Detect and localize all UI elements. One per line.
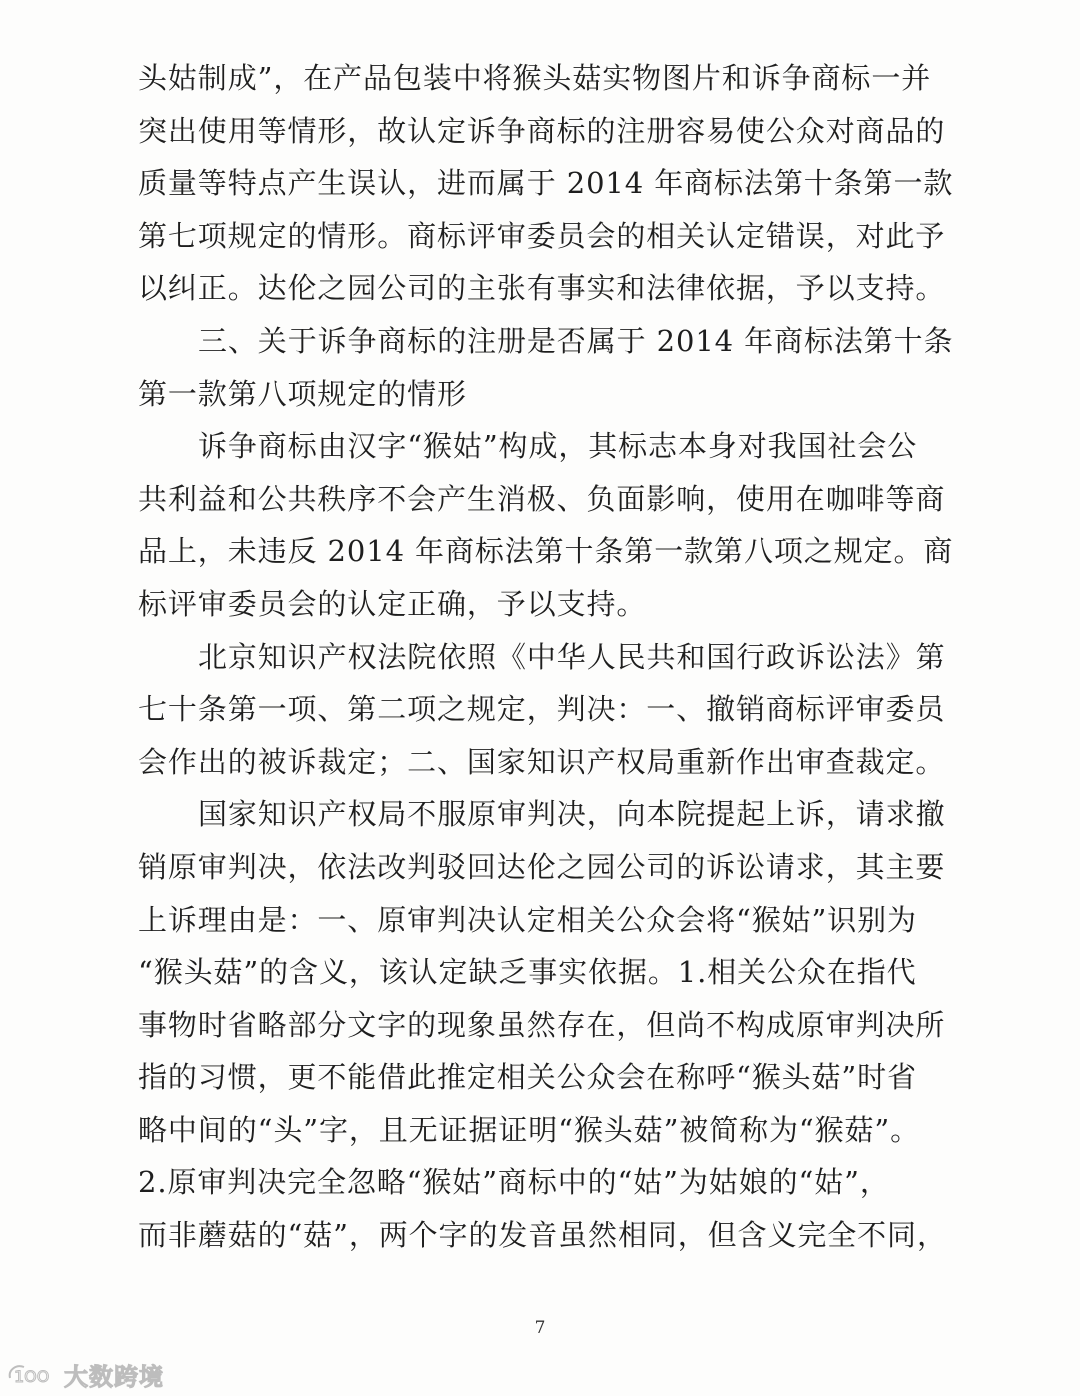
text-line: 会作出的被诉裁定；二、国家知识产权局重新作出审查裁定。 [138,744,946,779]
judgment-body-text [138,52,954,1262]
text-line: 第一款第八项规定的情形 [138,376,467,411]
text-line: 国家知识产权局不服原审判决，向本院提起上诉，请求撤 [198,797,946,832]
text-line: “猴头菇”的含义，该认定缺乏事实依据。1.相关公众在指代 [138,955,917,990]
text-line: 质量等特点产生误认，进而属于 2014 年商标法第十条第一款 [138,166,954,201]
page-number: 7 [534,1318,546,1338]
text-line: 共利益和公共秩序不会产生消极、负面影响，使用在咖啡等商 [138,481,946,516]
text-line: 指的习惯，更不能借此推定相关公众会在称呼“猴头菇”时省 [138,1060,917,1095]
text-line: 三、关于诉争商标的注册是否属于 2014 年商标法第十条 [198,323,954,358]
text-line: 北京知识产权法院依照《中华人民共和国行政诉讼法》第 [198,639,946,674]
text-line: 略中间的“头”字，且无证据证明“猴头菇”被简称为“猴菇”。 [138,1112,921,1147]
text-line: 头姑制成”，在产品包装中将猴头菇实物图片和诉争商标一并 [138,61,932,95]
text-line: 以纠正。达伦之园公司的主张有事实和法律依据，予以支持。 [138,271,946,306]
svg-text:1OO: 1OO [14,1367,50,1386]
text-line: 七十条第一项、第二项之规定，判决：一、撤销商标评审委员 [138,692,946,727]
text-line: 2.原审判决完全忽略“猴姑”商标中的“姑”为姑娘的“姑”， [138,1165,890,1200]
watermark [4,1356,164,1392]
watermark-text: 大数跨境 [64,1362,164,1391]
text-line: 销原审判决，依法改判驳回达伦之园公司的诉讼请求，其主要 [138,849,946,884]
text-line: 而非蘑菇的“菇”，两个字的发音虽然相同，但含义完全不同， [138,1218,947,1253]
watermark-logo-icon [4,1360,58,1388]
text-line: 事物时省略部分文字的现象虽然存在，但尚不构成原审判决所 [138,1007,946,1042]
text-line: 上诉理由是：一、原审判决认定相关公众会将“猴姑”识别为 [138,902,917,937]
text-line: 标评审委员会的认定正确，予以支持。 [138,586,647,621]
text-line: 第七项规定的情形。商标评审委员会的相关认定错误，对此予 [138,218,946,253]
text-line: 品上，未违反 2014 年商标法第十条第一款第八项之规定。商 [138,534,954,569]
text-line: 突出使用等情形，故认定诉争商标的注册容易使公众对商品的 [138,113,946,148]
text-line: 诉争商标由汉字“猴姑”构成，其标志本身对我国社会公 [198,429,918,464]
